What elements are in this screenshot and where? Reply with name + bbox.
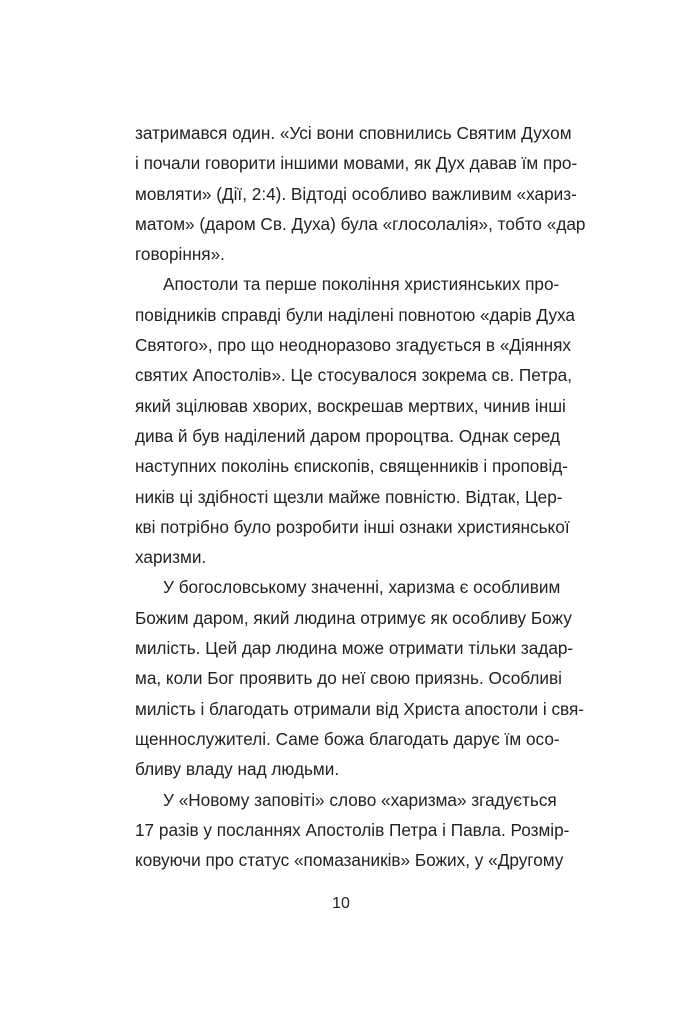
text-line: 17 разів у посланнях Апостолів Петра і Павла. Розмір- bbox=[135, 819, 570, 840]
text-line: милість. Цей дар людина може отримати тільки задар- bbox=[135, 638, 574, 659]
text-line: наступних поколінь єпископів, священників і проповід- bbox=[135, 456, 569, 477]
text-line: кві потрібно було розробити інші ознаки християнської bbox=[135, 516, 570, 537]
text-line: харизми. bbox=[135, 547, 207, 568]
text-line: Святого», про що неодноразово згадується в «Діяннях bbox=[135, 335, 572, 356]
text-line: У «Новому заповіті» слово «харизма» згадується bbox=[163, 789, 557, 810]
page-body-text bbox=[135, 118, 586, 875]
text-line: Апостоли та перше покоління християнських про- bbox=[163, 274, 560, 295]
text-line: який зцілював хворих, воскрешав мертвих, чинив інші bbox=[135, 395, 566, 416]
paragraph bbox=[135, 269, 575, 572]
text-line: святих Апостолів». Це стосувалося зокрема св. Петра, bbox=[135, 365, 572, 386]
text-line: щеннослужителі. Саме божа благодать дарує їм осо- bbox=[135, 728, 560, 749]
text-line: бливу владу над людьми. bbox=[135, 759, 340, 780]
text-line: повідників справді були наділені повнотою «дарів Духа bbox=[135, 304, 575, 325]
paragraph bbox=[135, 118, 586, 269]
text-line: дива й був наділений даром пророцтва. Однак серед bbox=[135, 425, 561, 446]
paragraph bbox=[135, 572, 585, 784]
text-line: мовляти» (Дії, 2:4). Відтоді особливо важливим «хариз- bbox=[135, 183, 577, 204]
text-line: ковуючи про статус «помазаників» Божих, у «Другому bbox=[135, 850, 564, 871]
text-line: затримався один. «Усі вони сповнились Святим Духом bbox=[135, 123, 572, 143]
paragraph bbox=[135, 785, 570, 876]
text-line: матом» (даром Св. Духа) була «глосолалія», тобто «дар bbox=[135, 213, 586, 234]
page-number: 10 bbox=[332, 895, 350, 912]
text-line: У богословському значенні, харизма є особливим bbox=[163, 577, 561, 598]
text-line: Божим даром, який людина отримує як особливу Божу bbox=[135, 607, 572, 628]
text-line: ма, коли Бог проявить до неї свою приязнь. Особливі bbox=[135, 668, 562, 689]
text-line: говоріння». bbox=[135, 244, 225, 265]
text-line: милість і благодать отримали від Христа апостоли і свя- bbox=[135, 698, 585, 719]
text-line: і почали говорити іншими мовами, як Дух давав їм про- bbox=[135, 153, 578, 174]
text-line: ників ці здібності щезли майже повністю. Відтак, Цер- bbox=[135, 486, 563, 507]
